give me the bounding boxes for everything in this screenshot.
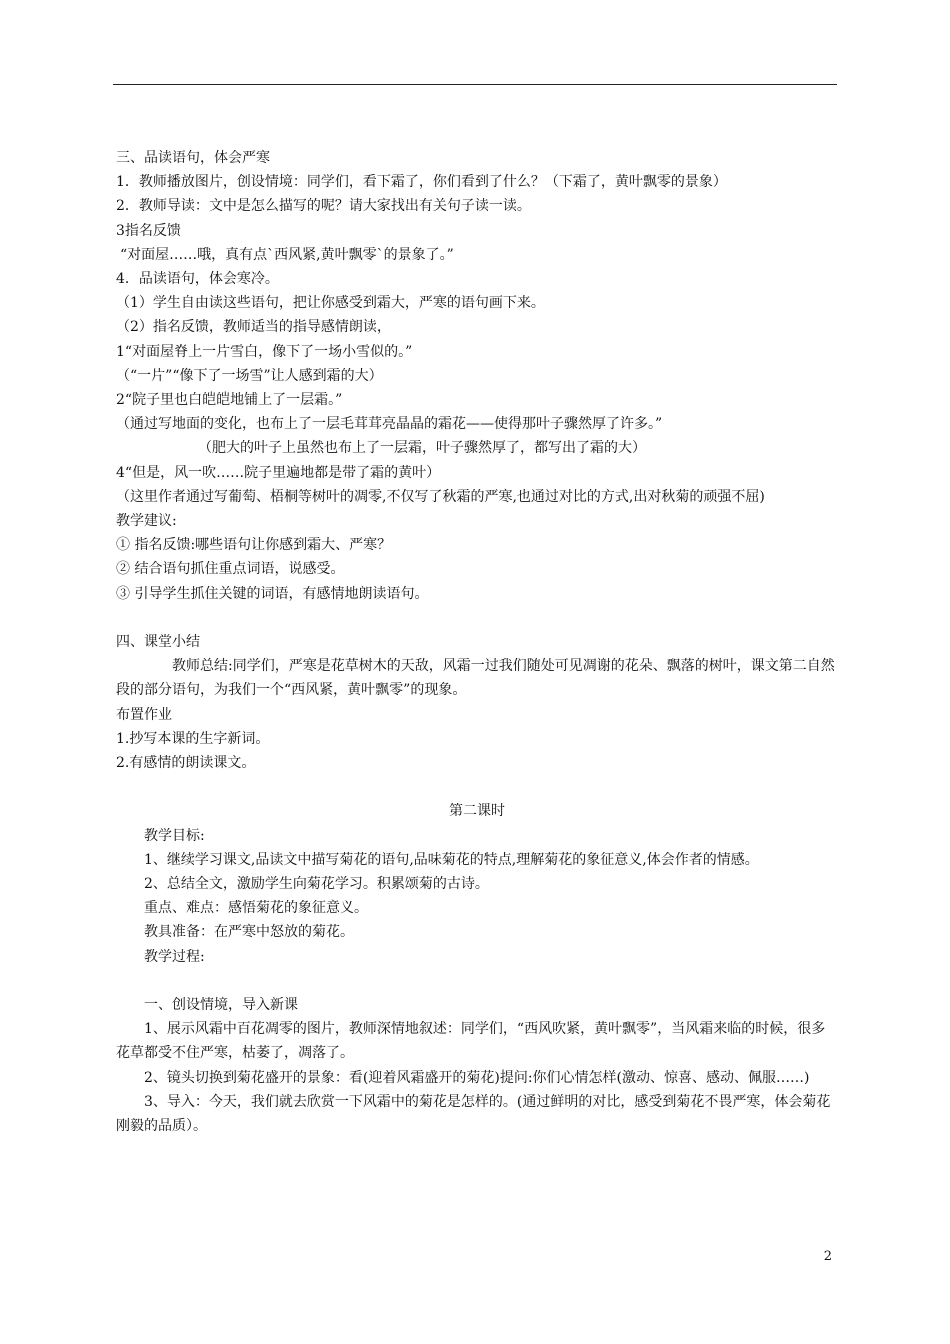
section-heading: 一、创设情境，导入新课: [144, 997, 298, 1014]
paragraph: （通过写地面的变化，也布上了一层毛茸茸亮晶晶的霜花——使得那叶子骤然厚了许多。”: [116, 416, 663, 433]
paragraph: （肥大的叶子上虽然也布上了一层霜，叶子骤然厚了，都写出了霜的大）: [198, 440, 646, 457]
document-body: [116, 146, 838, 1138]
paragraph: （2）指名反馈，教师适当的指导感情朗读，: [116, 319, 391, 336]
paragraph: 2．教师导读：文中是怎么描写的呢？请大家找出有关句子读一读。: [116, 198, 531, 215]
section-heading: 四、课堂小结: [116, 634, 200, 651]
list-item: ③ 引导学生抓住关键的词语，有感情地朗读语句。: [116, 585, 429, 602]
paragraph: 2、镜头切换到菊花盛开的景象：看(迎着风霜盛开的菊花)提问:你们心情怎样(激动、惊喜、感动、佩服……): [144, 1069, 810, 1086]
list-item: ② 结合语句抓住重点词语，说感受。: [116, 561, 345, 578]
paragraph: （1）学生自由读这些语句，把让你感受到霜大，严寒的语句画下来。: [116, 295, 545, 312]
list-item: ① 指名反馈:哪些语句让你感到霜大、严寒？: [116, 537, 392, 554]
paragraph: 2、总结全文，激励学生向菊花学习。积累颂菊的古诗。: [144, 876, 489, 893]
paragraph: （这里作者通过写葡萄、梧桐等树叶的凋零,不仅写了秋霜的严寒,也通过对比的方式,出对秋菊的顽强不屈): [116, 488, 765, 505]
subheading: 教学过程:: [144, 948, 205, 965]
quote: “对面屋……哦，真有点`西风紧,黄叶飘零`的景象了。”: [120, 246, 454, 263]
paragraph: 2“院子里也白皑皑地铺上了一层霜。”: [116, 392, 343, 409]
paragraph: 教师总结:同学们，严寒是花草树木的天敌，风霜一过我们随处可见凋谢的花朵、飘落的树叶，课文第二自然段的部分语句，为我们一个“西风紧，黄叶飘零”的现象。: [116, 658, 835, 699]
lesson-title: 第二课时: [449, 803, 505, 820]
paragraph: （“一片”“像下了一场雪”让人感到霜的大）: [116, 367, 383, 384]
subheading: 布置作业: [116, 706, 172, 723]
paragraph: 4．品读语句，体会寒冷。: [116, 271, 279, 288]
list-item: 1.抄写本课的生字新词。: [116, 730, 270, 747]
list-item: 2.有感情的朗读课文。: [116, 755, 256, 772]
paragraph: 4“但是，风一吹……院子里遍地都是带了霜的黄叶）: [116, 464, 441, 481]
page-number: 2: [823, 1249, 832, 1264]
subheading: 教学建议:: [116, 513, 177, 530]
paragraph: 1、继续学习课文,品读文中描写菊花的语句,品味菊花的特点,理解菊花的象征意义,体会作者的情感。: [144, 851, 759, 868]
paragraph: 教具准备：在严寒中怒放的菊花。: [144, 924, 354, 941]
subheading: 教学目标:: [144, 827, 205, 844]
section-heading: 三、品读语句，体会严寒: [116, 150, 270, 166]
paragraph: 重点、难点：感悟菊花的象征意义。: [144, 900, 368, 917]
paragraph: 1“对面屋脊上一片雪白，像下了一场小雪似的。”: [116, 343, 413, 360]
header-rule: [113, 84, 837, 85]
paragraph: 3指名反馈: [116, 222, 181, 239]
paragraph: 1、展示风霜中百花凋零的图片，教师深情地叙述：同学们，“西风吹紧，黄叶飘零”，当风霜来临的时候，很多花草都受不住严寒，枯萎了，凋落了。: [116, 1021, 826, 1062]
paragraph: 1．教师播放图片，创设情境：同学们，看下霜了，你们看到了什么？（下霜了，黄叶飘零的景象）: [116, 174, 727, 191]
paragraph: 3、导入：今天，我们就去欣赏一下风霜中的菊花是怎样的。(通过鲜明的对比，感受到菊花不畏严寒，体会菊花刚毅的品质）。: [116, 1093, 831, 1135]
